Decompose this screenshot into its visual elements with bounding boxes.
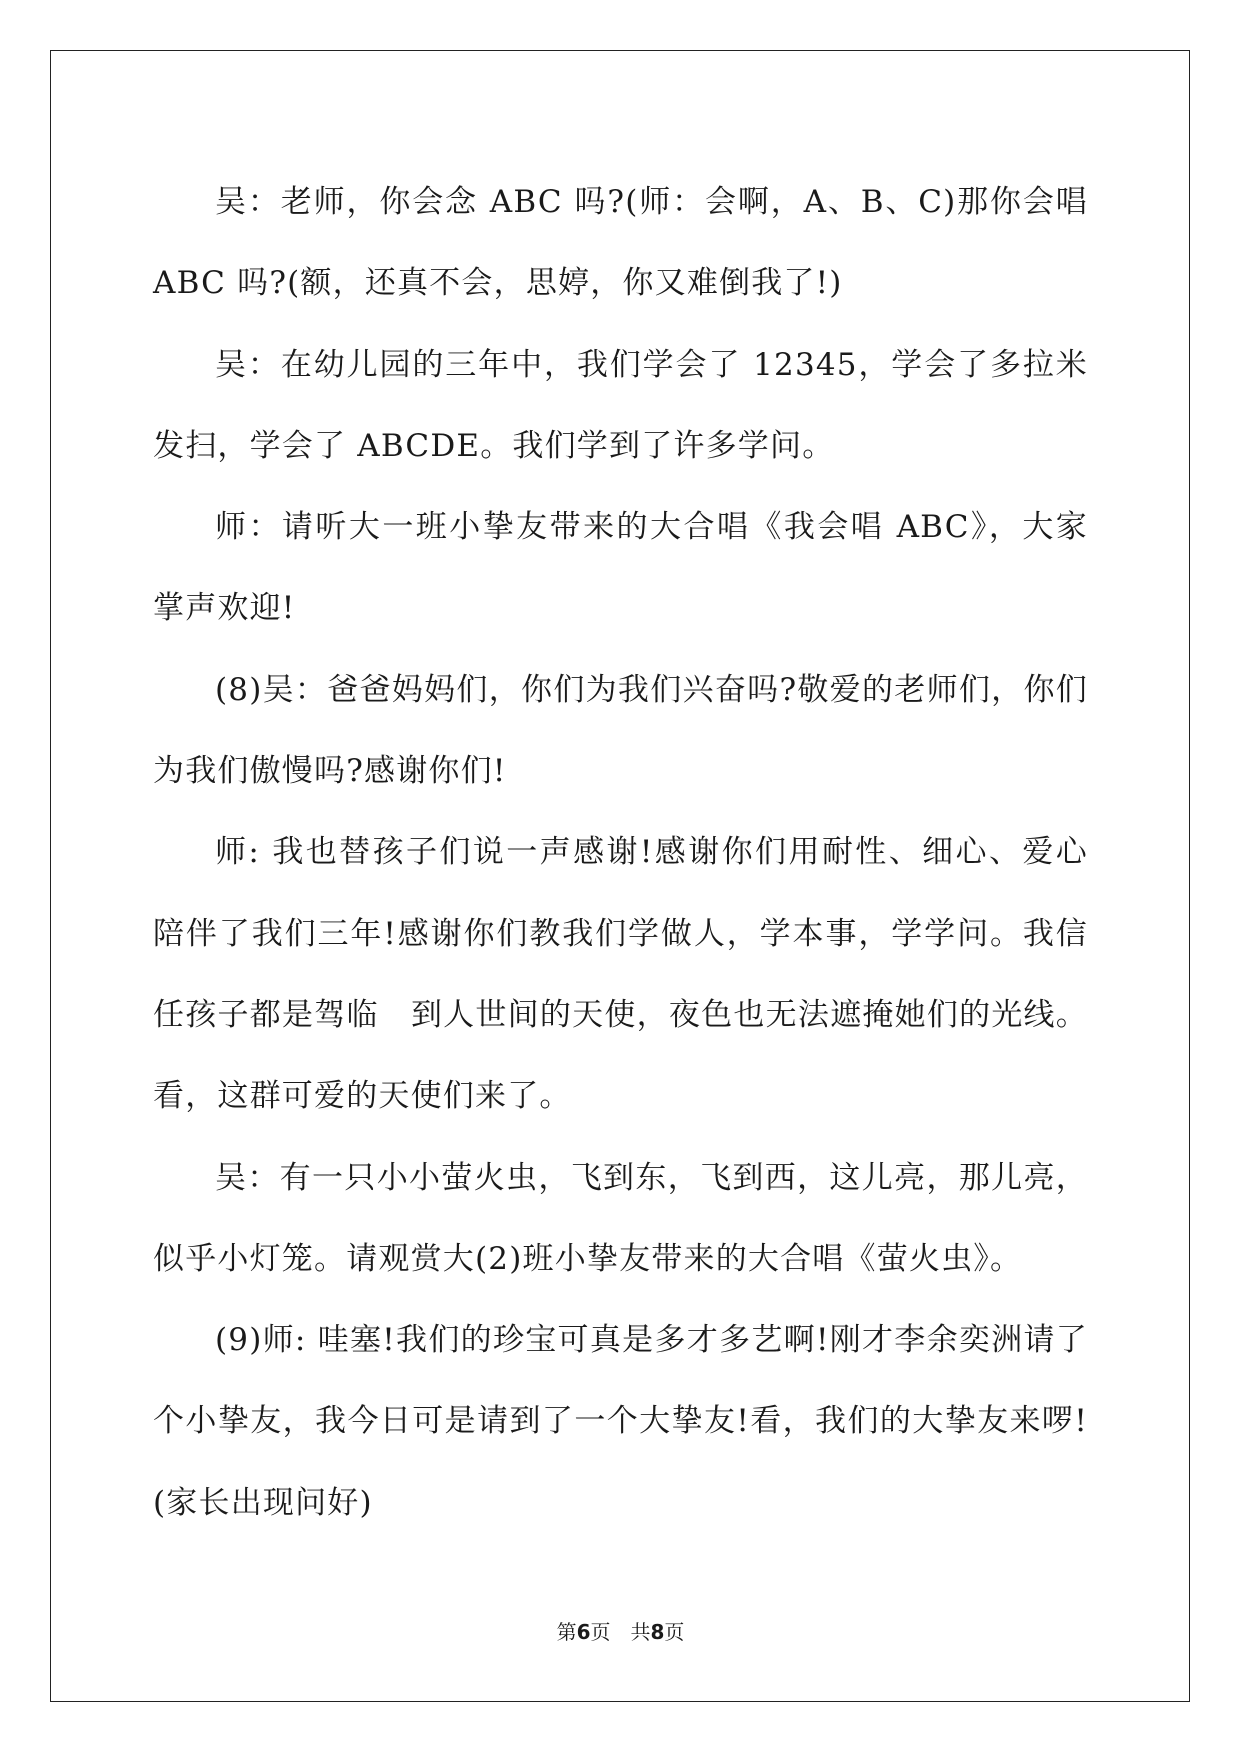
- current-page-number: 6: [576, 1620, 591, 1644]
- paragraph: 吴：有一只小小萤火虫，飞到东，飞到西，这儿亮，那儿亮，似乎小灯笼。请观赏大(2)班小挚友带来的大合唱《萤火虫》。: [153, 1159, 1088, 1277]
- footer-mid: 页 共: [590, 1620, 651, 1644]
- page-footer: [0, 1616, 1241, 1645]
- paragraph: 吴：在幼儿园的三年中，我们学会了 12345，学会了多拉米发扫，学会了 ABCDE。我们学到了许多学问。: [153, 346, 1088, 464]
- total-pages-number: 8: [650, 1620, 665, 1644]
- document-body: [153, 162, 1088, 1544]
- paragraph: 吴：老师，你会念 ABC 吗?(师：会啊，A、B、C)那你会唱 ABC 吗?(额，还真不会，思婷，你又难倒我了!): [153, 184, 1088, 302]
- paragraph: (9)师: 哇塞!我们的珍宝可真是多才多艺啊!刚才李余奕洲请了个小挚友，我今日可是请到了一个大挚友!看，我们的大挚友来啰!(家长出现问好): [153, 1322, 1088, 1521]
- paragraph: 师: 我也替孩子们说一声感谢!感谢你们用耐性、细心、爱心陪伴了我们三年!感谢你们教我们学做人，学本事，学学问。我信任孩子都是驾临 到人世间的天使，夜色也无法遮掩她们的光线。看，这群可爱的天使们来了。: [153, 834, 1088, 1115]
- paragraph: 师：请听大一班小挚友带来的大合唱《我会唱 ABC》，大家掌声欢迎!: [153, 509, 1088, 627]
- paragraph: (8)吴：爸爸妈妈们，你们为我们兴奋吗?敬爱的老师们，你们为我们傲慢吗?感谢你们!: [153, 671, 1088, 790]
- footer-prefix: 第: [556, 1620, 577, 1644]
- footer-suffix: 页: [664, 1620, 685, 1644]
